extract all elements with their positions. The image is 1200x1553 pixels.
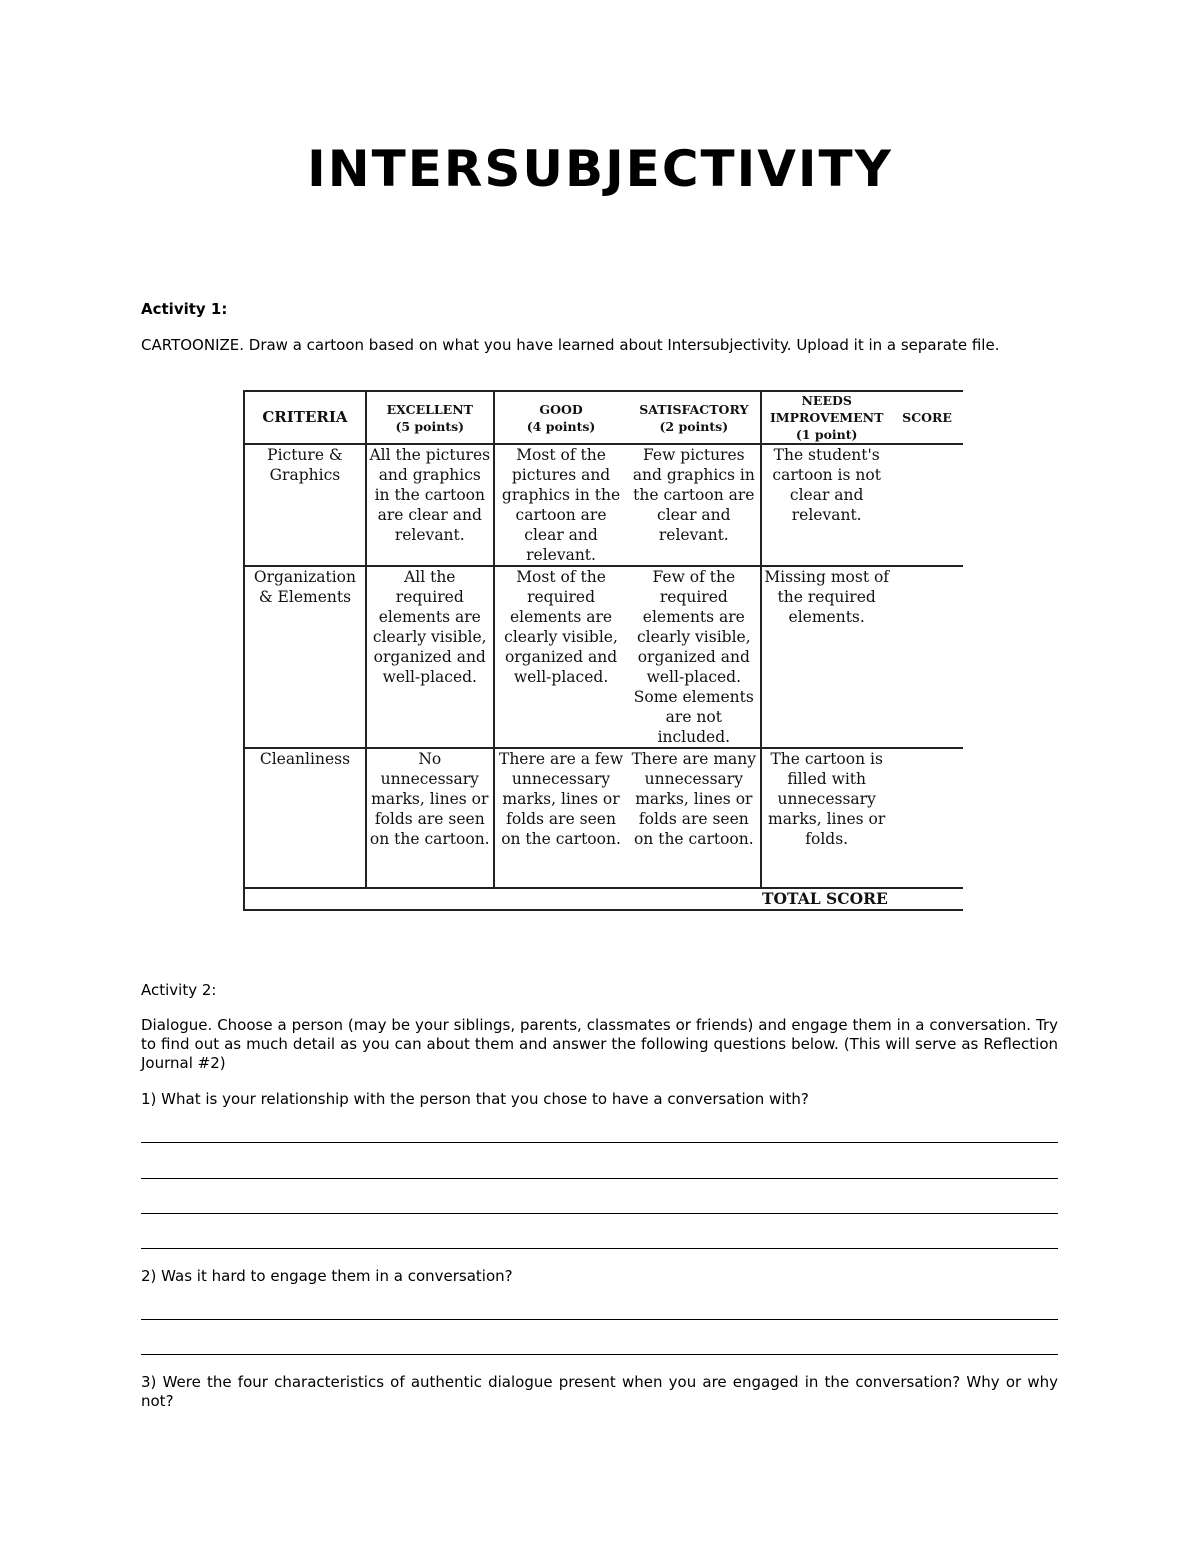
excellent-cell: All the pictures and graphics in the cartoon are clear and relevant. xyxy=(366,444,494,566)
criteria-cell: Organization & Elements xyxy=(244,566,366,748)
answer-line xyxy=(141,1178,1058,1179)
criteria-cell: Picture & Graphics xyxy=(244,444,366,566)
rubric-table xyxy=(243,390,963,911)
table-row xyxy=(244,566,963,748)
good-cell: There are a few unnecessary marks, lines or folds are seen on the cartoon. xyxy=(494,748,628,888)
score-cell xyxy=(891,566,963,748)
answer-line xyxy=(141,1213,1058,1214)
excellent-cell: All the required elements are clearly visible, organized and well-placed. xyxy=(366,566,494,748)
good-cell: Most of the required elements are clearly visible, organized and well-placed. xyxy=(494,566,628,748)
activity-1-heading: Activity 1: xyxy=(141,300,228,318)
table-row xyxy=(244,444,963,566)
header-satisfactory xyxy=(627,391,761,444)
header-good xyxy=(494,391,628,444)
header-excellent xyxy=(366,391,494,444)
good-cell: Most of the pictures and graphics in the cartoon are clear and relevant. xyxy=(494,444,628,566)
answer-line xyxy=(141,1319,1058,1320)
needs-improvement-cell: Missing most of the required elements. xyxy=(761,566,891,748)
needs-improvement-cell: The cartoon is filled with unnecessary marks, lines or folds. xyxy=(761,748,891,888)
header-excellent-points: (5 points) xyxy=(395,418,465,434)
rubric-header-row xyxy=(244,391,963,444)
table-row xyxy=(244,748,963,888)
header-satisfactory-label: SATISFACTORY xyxy=(639,401,749,417)
score-cell xyxy=(891,748,963,888)
header-score: SCORE xyxy=(891,391,963,444)
header-needs-improvement xyxy=(761,391,891,444)
header-good-points: (4 points) xyxy=(526,418,596,434)
header-needs-improvement-label: NEEDS IMPROVEMENT xyxy=(769,393,884,425)
answer-line xyxy=(141,1248,1058,1249)
satisfactory-cell: There are many unnecessary marks, lines or folds are seen on the cartoon. xyxy=(627,748,761,888)
excellent-cell: No unnecessary marks, lines or folds are seen on the cartoon. xyxy=(366,748,494,888)
question-1: 1) What is your relationship with the person that you chose to have a conversation with? xyxy=(141,1090,809,1108)
total-score-row xyxy=(244,888,963,910)
total-score-label: TOTAL SCORE xyxy=(244,888,963,910)
header-needs-improvement-points: (1 point) xyxy=(795,427,858,442)
activity-2-heading: Activity 2: xyxy=(141,981,217,999)
question-3: 3) Were the four characteristics of authentic dialogue present when you are engaged in the conversation? Why or why not? xyxy=(141,1373,1058,1410)
activity-2-instruction: Dialogue. Choose a person (may be your siblings, parents, classmates or friends) and engage them in a conversation. Try to find out as much detail as you can about them and answer the following questions below. (This will serve as Reflection Journal #2) xyxy=(141,1016,1058,1072)
score-cell xyxy=(891,444,963,566)
answer-line xyxy=(141,1142,1058,1143)
needs-improvement-cell: The student's cartoon is not clear and relevant. xyxy=(761,444,891,566)
criteria-cell: Cleanliness xyxy=(244,748,366,888)
answer-line xyxy=(141,1354,1058,1355)
activity-1-instruction: CARTOONIZE. Draw a cartoon based on what you have learned about Intersubjectivity. Upload it in a separate file. xyxy=(141,336,1000,354)
page-title: INTERSUBJECTIVITY xyxy=(307,140,893,198)
header-criteria: CRITERIA xyxy=(244,391,366,444)
satisfactory-cell: Few pictures and graphics in the cartoon are clear and relevant. xyxy=(627,444,761,566)
satisfactory-cell: Few of the required elements are clearly visible, organized and well-placed. Some elements are not included. xyxy=(627,566,761,748)
header-satisfactory-points: (2 points) xyxy=(659,418,729,434)
question-2: 2) Was it hard to engage them in a conversation? xyxy=(141,1267,513,1285)
header-excellent-label: EXCELLENT xyxy=(386,401,473,417)
header-good-label: GOOD xyxy=(539,401,583,417)
